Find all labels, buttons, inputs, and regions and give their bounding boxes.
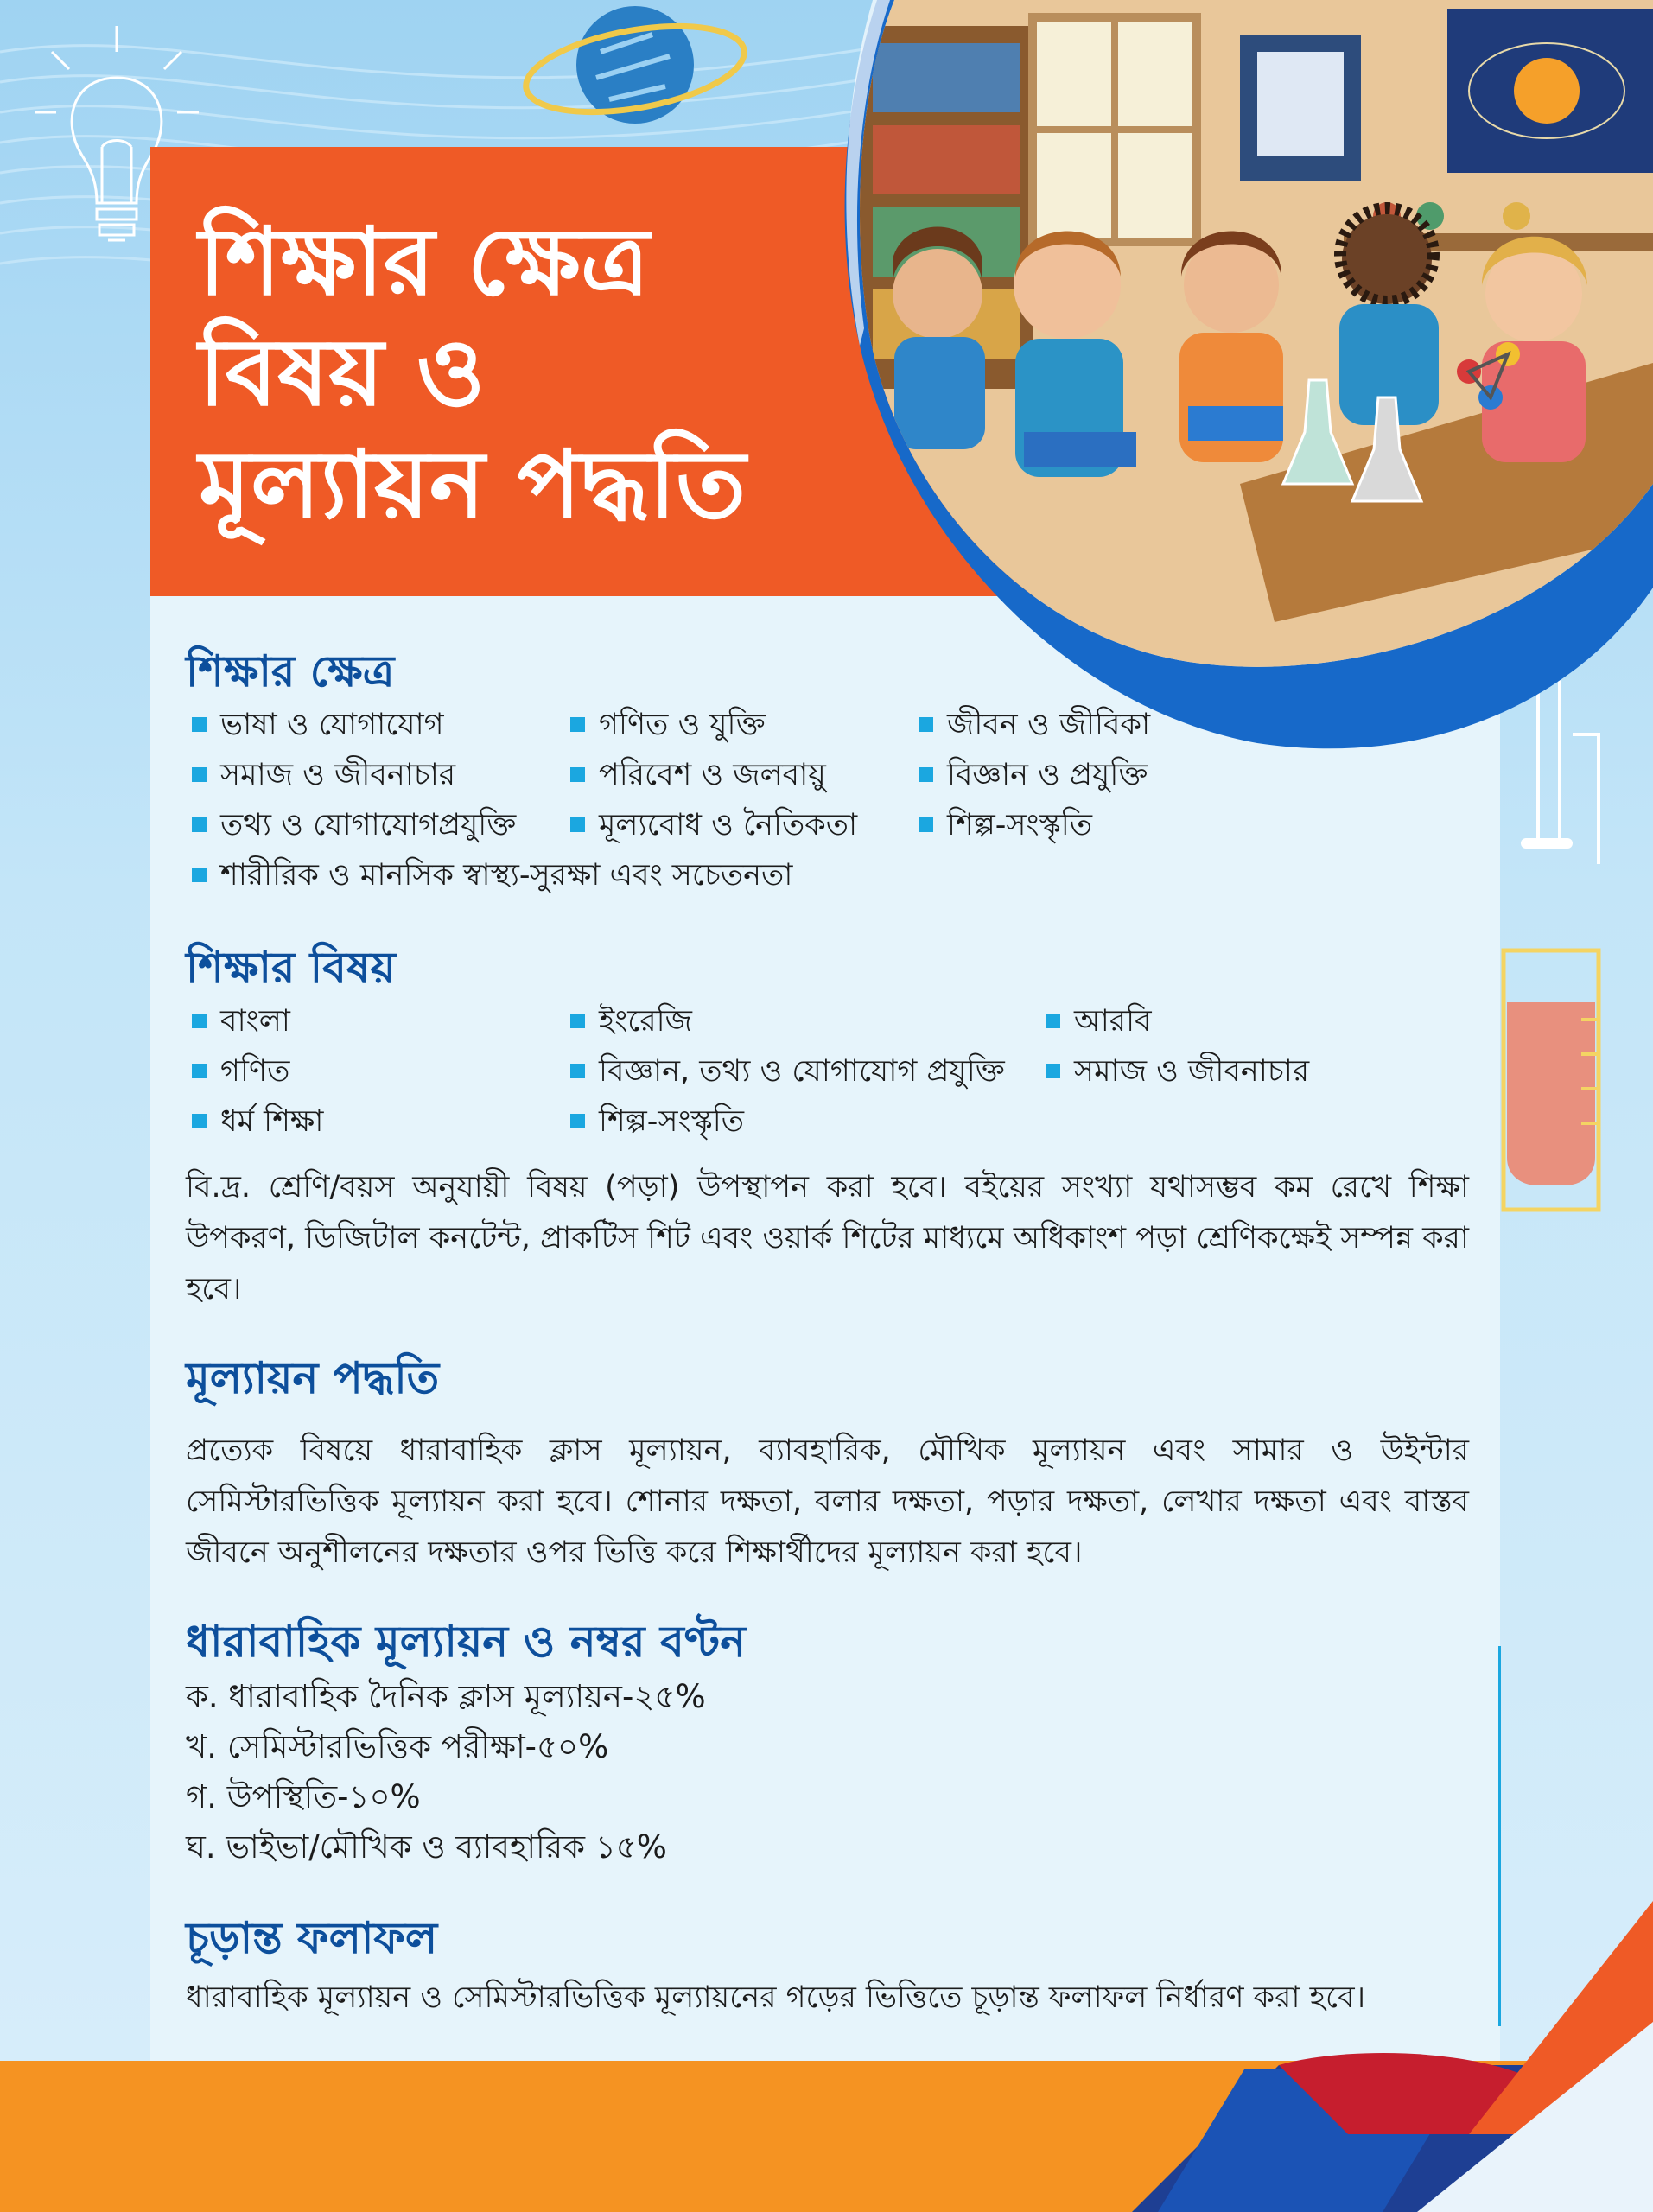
evaluation-text: প্রত্যেক বিষয়ে ধারাবাহিক ক্লাস মূল্যায়ন, ব্যাবহারিক, মৌখিক মূল্যায়ন এবং সামার ও উইন্টার সেমিস্টারভিত্তিক মূল্যায়ন করা হবে। শোনার দক্ষতা, বলার দক্ষতা, পড়ার দক্ষতা, লেখার দক্ষতা এবং বাস্তব জীবনে অনুশীলনের দক্ষতার ওপর ভিত্তি করে শিক্ষার্থীদের মূল্যায়ন করা হবে। (186, 1433, 1469, 1570)
bullet-square-icon (192, 1014, 207, 1028)
area-item: মূল্যবোধ ও নৈতিকতা (570, 810, 857, 841)
marks-item: ঘ. ভাইভা/মৌখিক ও ব্যাবহারিক ১৫% (186, 1828, 667, 1866)
footer-ribbon-decoration (0, 1849, 1653, 2212)
bullet-square-icon (570, 767, 585, 782)
marks-item: গ. উপস্থিতি-১০% (186, 1778, 421, 1815)
marks-item: ক. ধারাবাহিক দৈনিক ক্লাস মূল্যায়ন-২৫% (186, 1678, 706, 1715)
section-heading-evaluation: মূল্যায়ন পদ্ধতি (186, 1353, 440, 1403)
area-item: জীবন ও জীবিকা (919, 710, 1150, 741)
area-item: ভাষা ও যোগাযোগ (192, 710, 444, 741)
section-heading-marks: ধারাবাহিক মূল্যায়ন ও নম্বর বণ্টন (186, 1617, 747, 1667)
marks-item: খ. সেমিস্টারভিত্তিক পরীক্ষা-৫০% (186, 1728, 609, 1765)
bullet-square-icon (192, 767, 207, 782)
subject-item: সমাজ ও জীবনাচার (1046, 1057, 1309, 1087)
subject-item: শিল্প-সংস্কৃতি (570, 1107, 744, 1137)
area-item: শারীরিক ও মানসিক স্বাস্থ্য-সুরক্ষা এবং সচেতনতা (192, 861, 792, 891)
bullet-square-icon (570, 717, 585, 732)
bullet-square-icon (919, 817, 933, 832)
area-item: সমাজ ও জীবনাচার (192, 760, 455, 791)
page-title-line-1: শিক্ষার ক্ষেত্র (199, 208, 650, 316)
bullet-square-icon (192, 1064, 207, 1078)
subject-item: ধর্ম শিক্ষা (192, 1107, 323, 1137)
bullet-square-icon (570, 1014, 585, 1028)
subject-item: বাংলা (192, 1007, 290, 1037)
section-heading-result: চূড়ান্ত ফলাফল (186, 1913, 438, 1963)
area-item: শিল্প-সংস্কৃতি (919, 810, 1092, 841)
page-title-line-2: বিষয় ও (199, 319, 486, 427)
bullet-square-icon (192, 868, 207, 882)
section-heading-areas: শিক্ষার ক্ষেত্র (186, 646, 395, 696)
bullet-square-icon (1046, 1064, 1060, 1078)
subjects-note: বি.দ্র. শ্রেণি/বয়স অনুযায়ী বিষয় (পড়া) উপস্থাপন করা হবে। বইয়ের সংখ্যা যথাসম্ভব কম রেখে শিক্ষা উপকরণ, ডিজিটাল কনটেন্ট, প্রাকটিস শিট এবং ওয়ার্ক শিটের মাধ্যমে অধিকাংশ পড়া শ্রেণিকক্ষেই সম্পন্ন করা হবে। (186, 1170, 1469, 1306)
planet-icon (523, 0, 756, 138)
bullet-square-icon (570, 1114, 585, 1128)
bullet-square-icon (192, 717, 207, 732)
area-item: গণিত ও যুক্তি (570, 710, 766, 741)
bullet-square-icon (570, 817, 585, 832)
bullet-square-icon (570, 1064, 585, 1078)
classroom-illustration (825, 0, 1653, 760)
subject-item: ইংরেজি (570, 1007, 692, 1037)
bullet-square-icon (192, 817, 207, 832)
area-item: তথ্য ও যোগাযোগপ্রযুক্তি (192, 810, 516, 841)
result-text: ধারাবাহিক মূল্যায়ন ও সেমিস্টারভিত্তিক মূল্যায়নের গড়ের ভিত্তিতে চূড়ান্ত ফলাফল নির্ধারণ করা হবে। (186, 1980, 1366, 2015)
subject-item: গণিত (192, 1057, 289, 1087)
bullet-square-icon (192, 1114, 207, 1128)
bullet-square-icon (919, 717, 933, 732)
page-title-line-3: মূল্যায়ন পদ্ধতি (199, 431, 747, 539)
area-item: পরিবেশ ও জলবায়ু (570, 760, 826, 791)
subject-item: বিজ্ঞান, তথ্য ও যোগাযোগ প্রযুক্তি (570, 1057, 1005, 1087)
subject-item: আরবি (1046, 1007, 1152, 1037)
bullet-square-icon (1046, 1014, 1060, 1028)
section-heading-subjects: শিক্ষার বিষয় (186, 943, 396, 993)
area-item: বিজ্ঞান ও প্রযুক্তি (919, 760, 1148, 791)
bullet-square-icon (919, 767, 933, 782)
